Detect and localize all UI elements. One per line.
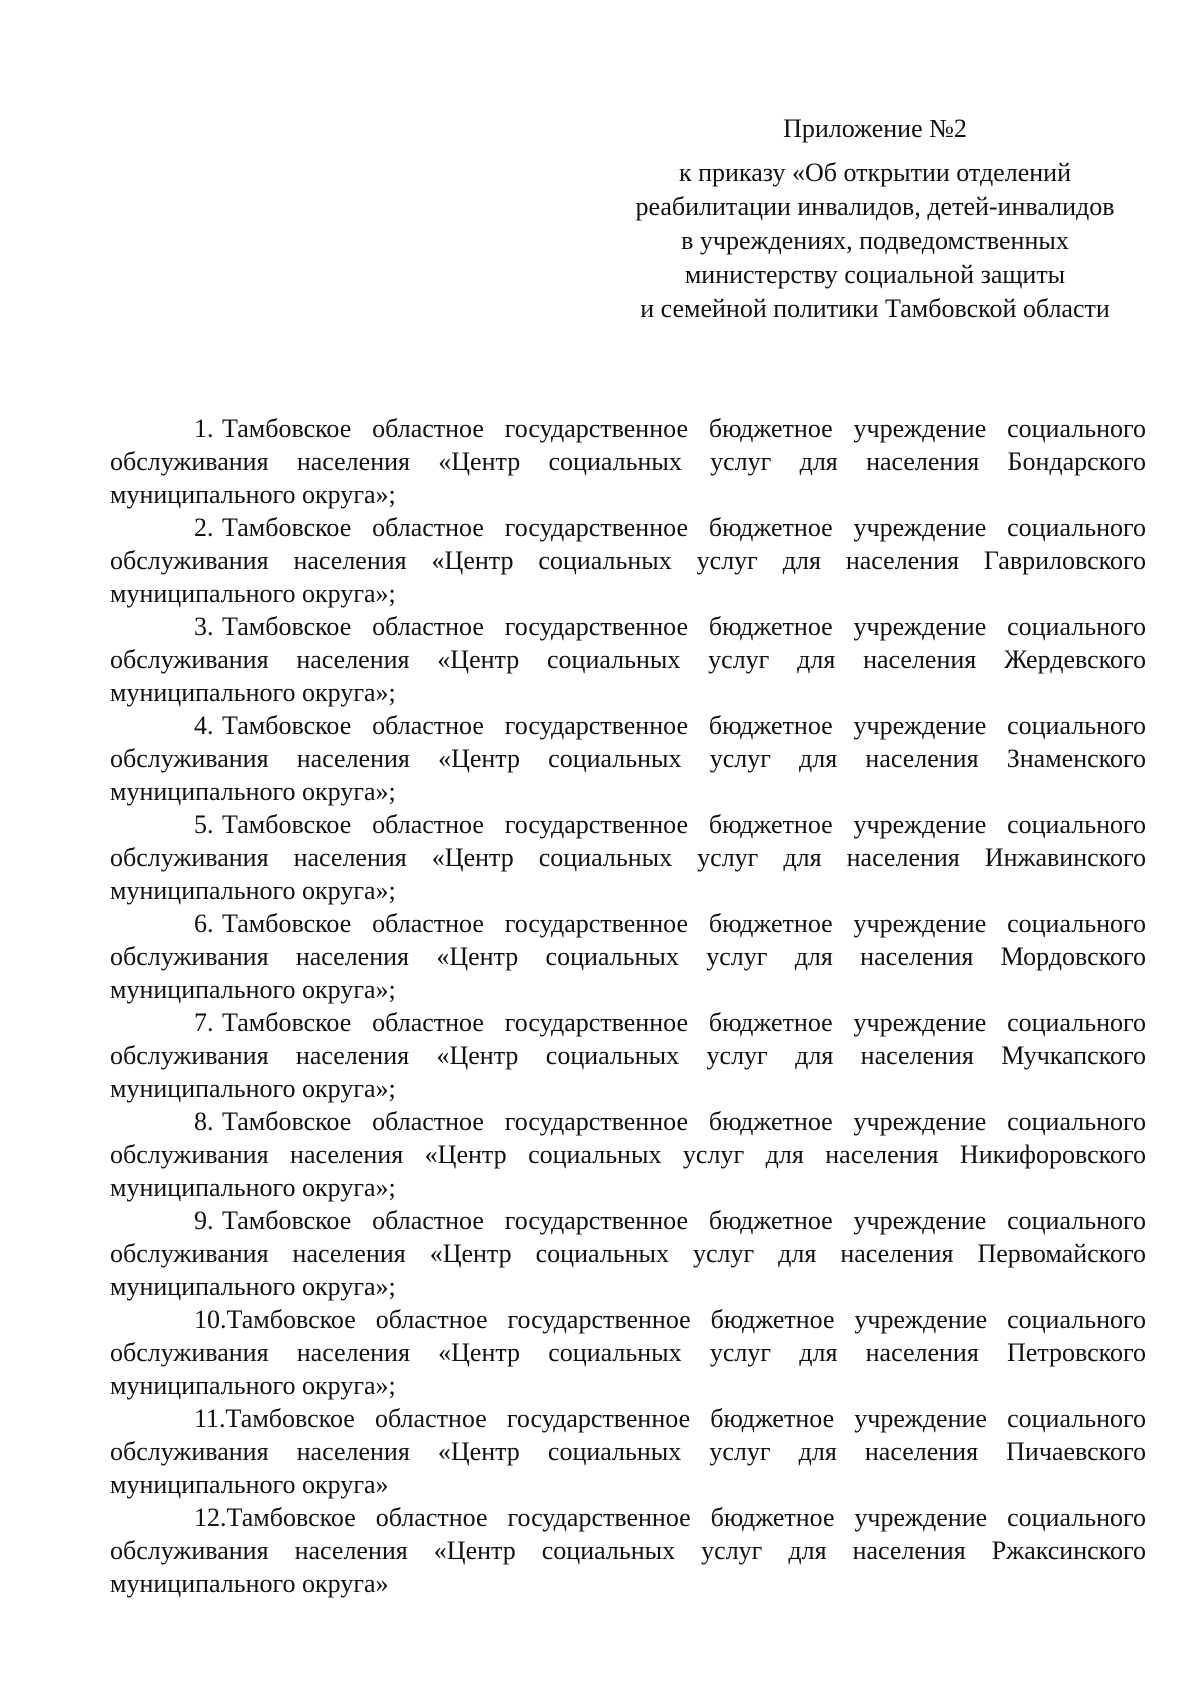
item-number: 10. [194,1305,227,1334]
item-number: 8. [194,1107,214,1136]
item-number: 3. [194,612,214,641]
list-item [110,1501,1146,1600]
item-number: 11. [194,1404,226,1433]
item-text: Тамбовское областное государственное бюджетное учреждение социального обслуживания населения «Центр социальных услуг для населения Бондарского муниципального округа»; [110,414,1146,509]
item-number: 5. [194,810,214,839]
list-item [110,1303,1146,1402]
appendix-header [600,112,1150,326]
appendix-title: Приложение №2 [783,114,967,143]
item-text: Тамбовское областное государственное бюджетное учреждение социального обслуживания населения «Центр социальных услуг для населения Инжавинского муниципального округа»; [110,810,1146,905]
item-text: Тамбовское областное государственное бюджетное учреждение социального обслуживания населения «Центр социальных услуг для населения Гавриловского муниципального округа»; [110,513,1146,608]
item-text: Тамбовское областное государственное бюджетное учреждение социального обслуживания населения «Центр социальных услуг для населения Первомайского муниципального округа»; [110,1206,1146,1301]
list-item [110,610,1146,709]
subtitle-line: к приказу «Об открытии отделений [679,158,1071,187]
item-number: 4. [194,711,214,740]
list-item [110,1204,1146,1303]
list-item [110,907,1146,1006]
item-text: Тамбовское областное государственное бюджетное учреждение социального обслуживания населения «Центр социальных услуг для населения Знаменского муниципального округа»; [110,711,1146,806]
item-number: 1. [194,414,214,443]
item-text: Тамбовское областное государственное бюджетное учреждение социального обслуживания населения «Центр социальных услуг для населения Петровского муниципального округа»; [110,1305,1146,1400]
item-text: Тамбовское областное государственное бюджетное учреждение социального обслуживания населения «Центр социальных услуг для населения Жердевского муниципального округа»; [110,612,1146,707]
subtitle-line: министерству социальной защиты [684,260,1066,289]
item-text: Тамбовское областное государственное бюджетное учреждение социального обслуживания населения «Центр социальных услуг для населения Никифоровского муниципального округа»; [110,1107,1146,1202]
institution-list [110,412,1146,1600]
list-item [110,709,1146,808]
item-text: Тамбовское областное государственное бюджетное учреждение социального обслуживания населения «Центр социальных услуг для населения Мордовского муниципального округа»; [110,909,1146,1004]
list-item [110,1402,1146,1501]
list-item [110,1006,1146,1105]
subtitle-line: реабилитации инвалидов, детей-инвалидов [635,192,1115,221]
item-text: Тамбовское областное государственное бюджетное учреждение социального обслуживания населения «Центр социальных услуг для населения Мучкапского муниципального округа»; [110,1008,1146,1103]
list-item [110,808,1146,907]
appendix-subtitle [600,156,1150,326]
item-number: 6. [194,909,214,938]
list-item [110,511,1146,610]
item-number: 12. [194,1503,227,1532]
item-text: Тамбовское областное государственное бюджетное учреждение социального обслуживания населения «Центр социальных услуг для населения Ржаксинского муниципального округа» [110,1503,1146,1598]
item-number: 9. [194,1206,214,1235]
list-item [110,1105,1146,1204]
item-number: 7. [194,1008,214,1037]
subtitle-line: и семейной политики Тамбовской области [640,294,1110,323]
item-text: Тамбовское областное государственное бюджетное учреждение социального обслуживания населения «Центр социальных услуг для населения Пичаевского муниципального округа» [110,1404,1146,1499]
list-item [110,412,1146,511]
item-number: 2. [194,513,214,542]
subtitle-line: в учреждениях, подведомственных [681,226,1069,255]
